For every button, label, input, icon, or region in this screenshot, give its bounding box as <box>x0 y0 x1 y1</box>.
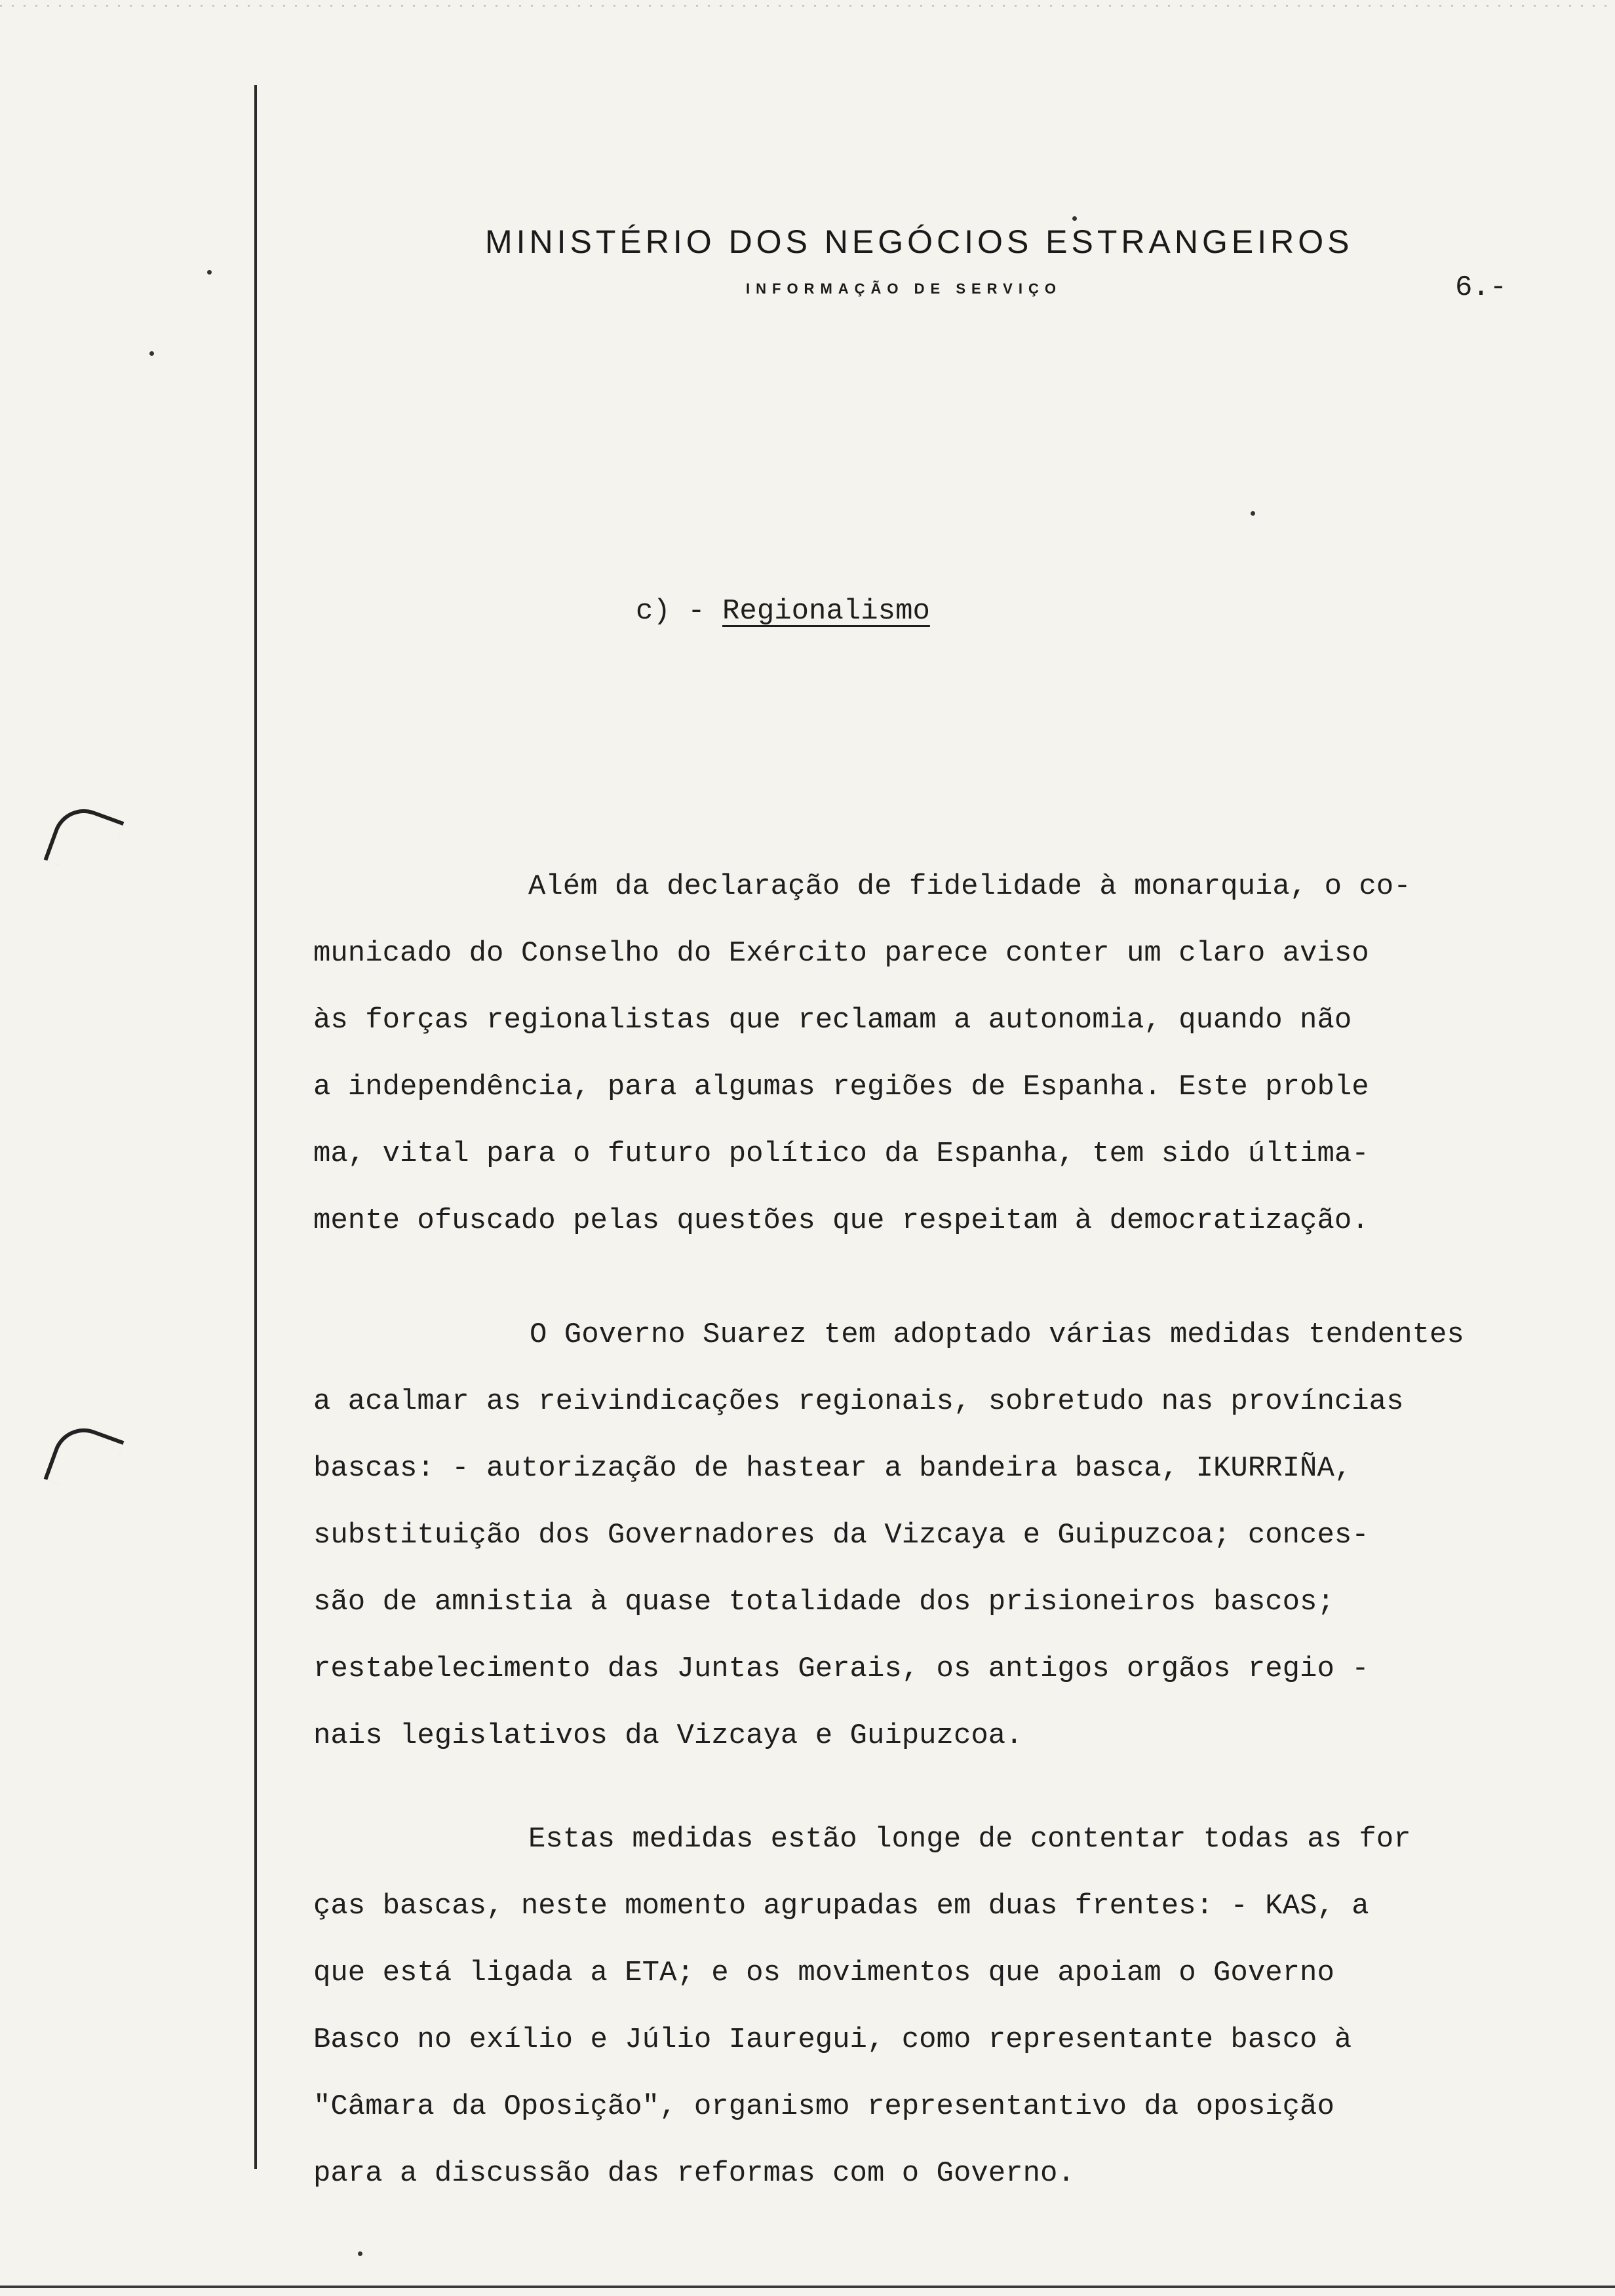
text-line: para a discussão das reformas com o Governo. <box>313 2157 1075 2190</box>
text-line: às forças regionalistas que reclamam a autonomia, quando não <box>313 1004 1352 1037</box>
text-line: a independência, para algumas regiões de Espanha. Este proble <box>313 1071 1369 1103</box>
text-line: municado do Conselho do Exército parece conter um claro aviso <box>313 937 1369 970</box>
scan-speck <box>1251 511 1255 516</box>
scan-speck <box>149 351 154 356</box>
scan-speck <box>1072 216 1077 221</box>
text-line: que está ligada a ETA; e os movimentos que apoiam o Governo <box>313 1957 1334 1989</box>
section-label: c) - <box>636 595 723 628</box>
margin-rule <box>254 85 257 2169</box>
text-line: nais legislativos da Vizcaya e Guipuzcoa. <box>313 1719 1023 1752</box>
text-line: mente ofuscado pelas questões que respeitam à democratização. <box>313 1204 1369 1237</box>
service-information-subtitle: INFORMAÇÃO DE SERVIÇO <box>746 280 1062 297</box>
section-title: Regionalismo <box>722 595 930 628</box>
page-number: 6.- <box>1455 271 1508 304</box>
text-line: "Câmara da Oposição", organismo representantivo da oposição <box>313 2090 1334 2123</box>
text-line: Além da declaração de fidelidade à monarquia, o co- <box>528 870 1411 903</box>
text-line: substituição dos Governadores da Vizcaya e Guipuzcoa; conces- <box>313 1519 1369 1552</box>
text-line: são de amnistia à quase totalidade dos prisioneiros bascos; <box>313 1586 1334 1618</box>
paragraph-2 <box>313 1301 1615 1769</box>
binder-hole-mark <box>43 1419 124 1500</box>
text-line: Basco no exílio e Júlio Iauregui, como representante basco à <box>313 2023 1352 2056</box>
paragraph-1 <box>313 853 1615 1254</box>
text-line: Estas medidas estão longe de contentar todas as for <box>528 1823 1411 1856</box>
scan-edge-speckle <box>0 5 1615 7</box>
text-line: ma, vital para o futuro político da Espanha, tem sido últimа- <box>313 1138 1369 1170</box>
scan-speck <box>207 270 212 275</box>
text-line: bascas: - autorização de hastear a bandeira basca, IKURRIÑA, <box>313 1452 1352 1485</box>
text-line: restabelecimento das Juntas Gerais, os antigos orgãos regio - <box>313 1653 1369 1685</box>
section-heading <box>636 595 930 628</box>
paragraph-3 <box>313 1806 1615 2207</box>
ministry-letterhead: MINISTÉRIO DOS NEGÓCIOS ESTRANGEIROS <box>485 223 1353 260</box>
scan-speck <box>358 2251 362 2256</box>
text-line: O Governo Suarez tem adoptado várias medidas tendentes <box>530 1318 1464 1351</box>
bottom-scan-edge <box>0 2286 1615 2288</box>
binder-hole-mark <box>43 800 124 881</box>
text-line: ças bascas, neste momento agrupadas em duas frentes: - KAS, a <box>313 1890 1369 1923</box>
text-line: a acalmar as reivindicações regionais, sobretudo nas províncias <box>313 1385 1404 1418</box>
